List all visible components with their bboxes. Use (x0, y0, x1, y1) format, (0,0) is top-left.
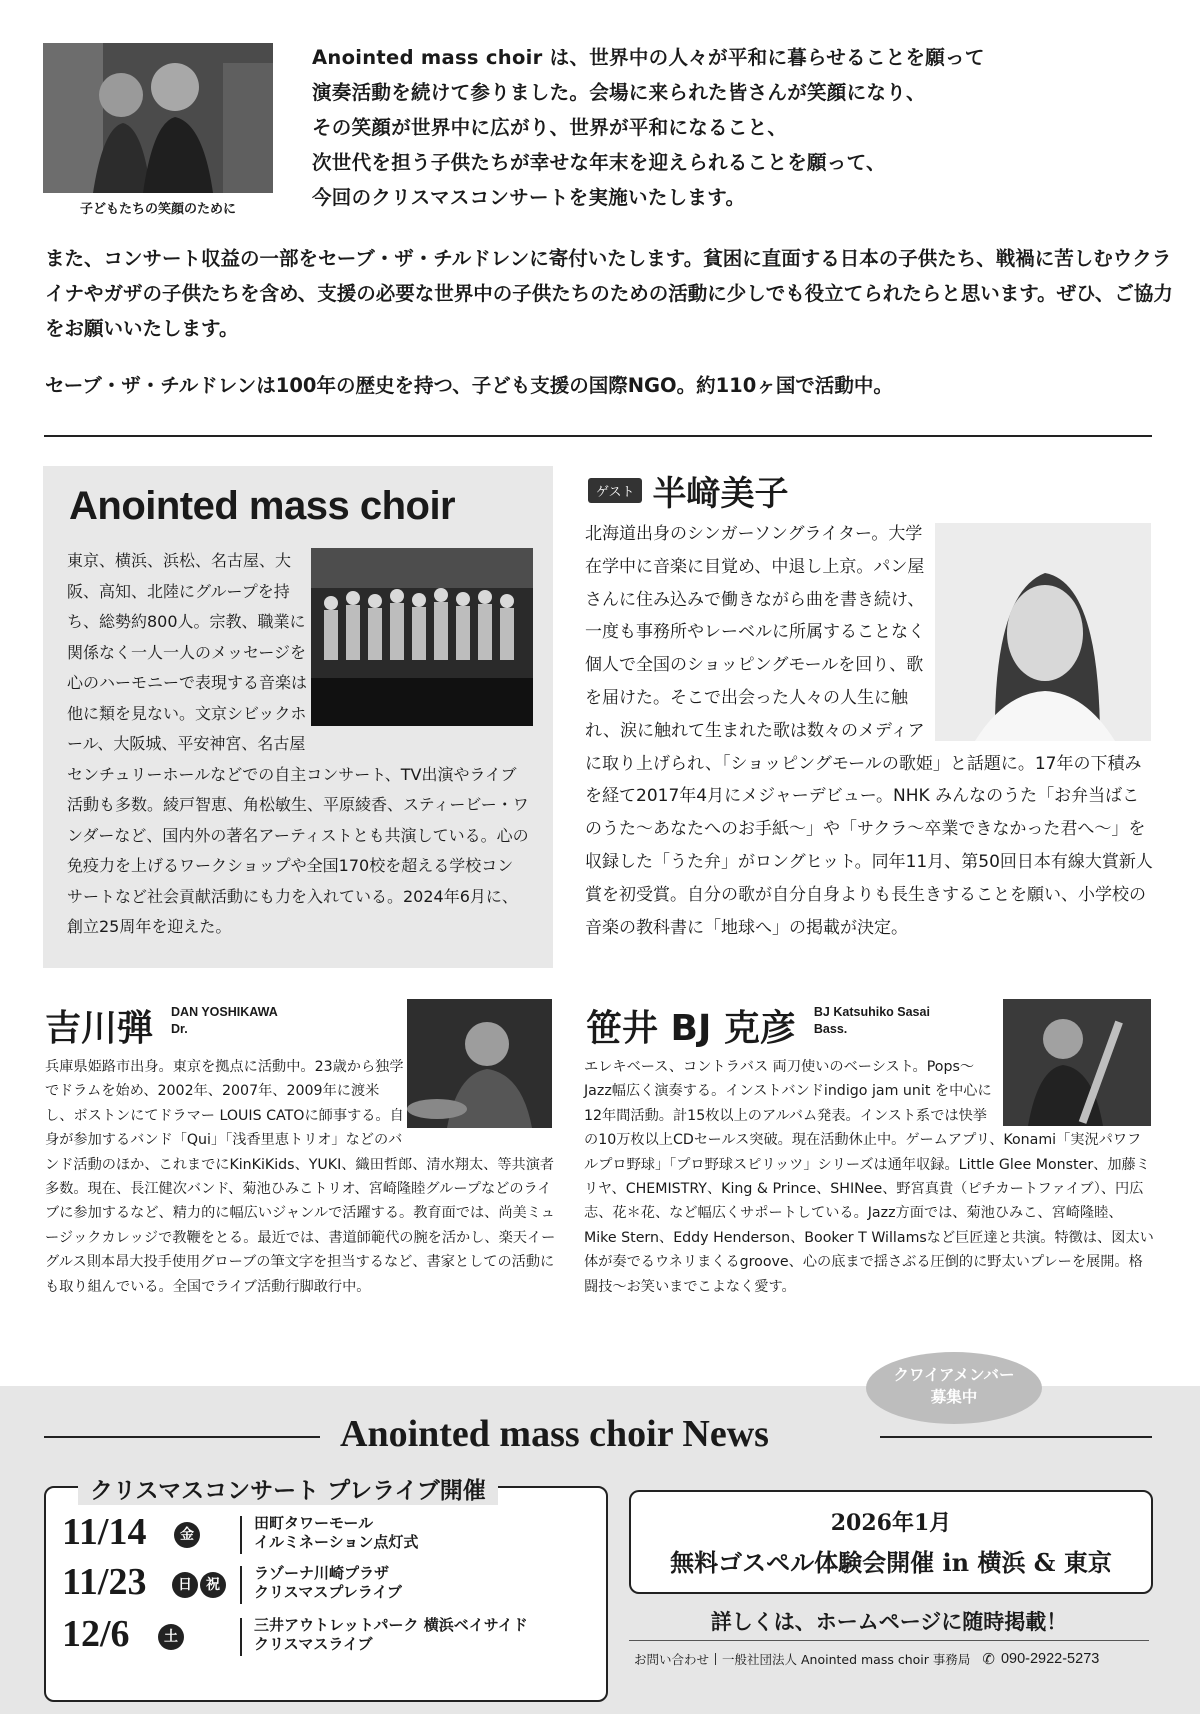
ngo-note: セーブ・ザ・チルドレンは100年の歴史を持つ、子ども支援の国際NGO。約110ヶ国で活動中。 (45, 374, 893, 397)
event-venue-line1: ラゾーナ川崎プラザ (254, 1564, 390, 1582)
contact-line (634, 1650, 1099, 1668)
drummer-name: 吉川弾 (45, 1008, 154, 1049)
donation-paragraph: また、コンサート収益の一部をセーブ・ザ・チルドレンに寄付いたします。貧困に直面する日本の子供たち、戦禍に苦しむウクライナやガザの子供たちを含め、支援の必要な世界中の子供たちのための活動に少しでも役立てられたらと思います。ぜひ、ご協力をお願いいたします。 (45, 247, 1173, 340)
event-venue (254, 1564, 402, 1602)
event-day: 土 (158, 1624, 184, 1650)
event-venue-line1: 三井アウトレットパーク 横浜ベイサイド (254, 1616, 528, 1634)
phone-icon: ✆ (982, 1650, 995, 1668)
event-venue-line2: クリスマスプレライブ (254, 1583, 402, 1601)
event-divider (240, 1516, 242, 1554)
event-date: 11/14 (62, 1511, 147, 1553)
choir-title: Anointed mass choir (69, 484, 456, 528)
news-rule-right (880, 1436, 1152, 1438)
children-photo (43, 43, 273, 193)
guest-badge: ゲスト (588, 478, 642, 503)
recruit-bubble[interactable] (866, 1352, 1042, 1424)
prelive-title: クリスマスコンサート プレライブ開催 (78, 1472, 498, 1505)
drummer-role: Dr. (171, 1022, 188, 1036)
guest-photo-spacer (927, 518, 1155, 744)
contact-divider (715, 1653, 716, 1665)
choir-photo-spacer (313, 546, 529, 730)
intro-line: 次世代を担う子供たちが幸せな年末を迎えられることを願って、 (312, 151, 886, 174)
contact-label: お問い合わせ (634, 1652, 710, 1667)
guest-bio-wrap (585, 518, 1155, 944)
event-venue-line2: クリスマスライブ (254, 1635, 373, 1653)
news-rule-left (44, 1436, 320, 1438)
drummer-name-en: DAN YOSHIKAWA (171, 1005, 278, 1019)
intro-message (312, 40, 1172, 215)
choir-description: 東京、横浜、浜松、名古屋、大阪、高知、北陸にグループを持ち、総勢約800人。宗教、職業に関係なく一人一人のメッセージを心のハーモニーで表現する音楽は他に類を見ない。文京シビックホール、大阪城、平安神宮、名古屋センチュリーホールなどでの自主コンサート、TV出演やライブ活動も多数。綾戸智恵、角松敏生、平原綾香、スティービー・ワンダーなど、国内外の著名アーティストとも共演している。心の免疫力を上げるワークショップや全国170校を超える学校コンサートなど社会貢献活動にも力を入れている。2024年6月に、創立25周年を迎えた。 (67, 551, 529, 936)
news-title: Anointed mass choir News (340, 1413, 769, 1455)
event-row (62, 1612, 592, 1662)
recruit-line1: クワイアメンバー (893, 1366, 1015, 1384)
event-venue (254, 1616, 528, 1654)
drummer-bio: 兵庫県姫路市出身。東京を拠点に活動中。23歳から独学でドラムを始め、2002年、2007年、2009年に渡米し、ボストンにてドラマー LOUIS CATOに師事する。自身が参加するバンド「Qui」「浅香里恵トリオ」などのバンド活動のほか、これまでにKinKiKids、YUKI、織田哲郎、清水翔太、等共演者多数。現在、長江健次バンド、菊池ひみこトリオ、宮崎隆睦グループなどのライブに参加するなど、精力的に幅広いジャンルで活躍する。教育面では、尚美ミュージックカレッジで教鞭をとる。最近では、書道師範代の腕を活かし、楽天イーグルス則本昂大投手使用グローブの筆文字を担当するなど、書家としての活動にも取り組んでいる。全国でライブ活動行脚敢行中。 (45, 1059, 556, 1295)
workshop-box (629, 1490, 1153, 1594)
intro-line: 演奏活動を続けて参りました。会場に来られた皆さんが笑顔になり、 (312, 81, 926, 104)
guest-heading (588, 466, 788, 515)
bassist-bio-wrap (584, 1055, 1154, 1299)
bassist-photo-spacer (996, 1055, 1154, 1127)
event-venue-line1: 田町タワーモール (254, 1514, 374, 1532)
bassist-name: 笹井 BJ 克彦 (586, 1008, 796, 1049)
recruit-line2: 募集中 (930, 1388, 978, 1406)
event-date: 12/6 (62, 1613, 130, 1655)
contact-org: 一般社団法人 Anointed mass choir 事務局 (722, 1652, 971, 1667)
choir-description-wrap (67, 546, 529, 943)
event-holiday: 祝 (200, 1572, 226, 1598)
event-date: 11/23 (62, 1561, 147, 1603)
drummer-name-en-block (171, 1004, 278, 1038)
children-photo-art (43, 43, 273, 193)
homepage-note: 詳しくは、ホームページに随時掲載！ (710, 1609, 1068, 1634)
event-divider (240, 1566, 242, 1604)
workshop-date: 2026年1月 (830, 1510, 952, 1536)
event-day: 日 (172, 1572, 198, 1598)
drummer-bio-wrap (45, 1055, 557, 1299)
guest-name: 半﨑美子 (652, 474, 789, 514)
event-day: 金 (174, 1522, 200, 1548)
bassist-name-en: BJ Katsuhiko Sasai (813, 1005, 930, 1019)
intro-line: Anointed mass choir は、世界中の人々が平和に暮らせることを願って (312, 46, 985, 69)
workshop-title: 無料ゴスペル体験会開催 in 横浜 & 東京 (670, 1548, 1112, 1577)
choir-profile-box (43, 466, 553, 968)
event-divider (240, 1618, 242, 1656)
bassist-name-en-block (814, 1004, 930, 1038)
drummer-heading (45, 1000, 278, 1051)
bassist-role: Bass. (813, 1022, 848, 1036)
event-row (62, 1560, 592, 1610)
guest-bio: 北海道出身のシンガーソングライター。大学在学中に音楽に目覚め、中退し上京。パン屋さんに住み込みで働きながら曲を書き続け、一度も事務所やレーベルに所属することなく個人で全国のショッピングモールを回り、歌を届けた。そこで出会った人々の人生に触れ、涙に触れて生まれた歌は数々のメディアに取り上げられ、「ショッピングモールの歌姫」と話題に。17年の下積みを経て2017年4月にメジャーデビュー。NHK みんなのうた「お弁当ばこのうた〜あなたへのお手紙〜」や「サクラ〜卒業できなかった君へ〜」を収録した「うた弁」がロングヒット。同年11月、第50回日本有線大賞新人賞を初受賞。自分の歌が自分自身よりも長生きすることを願い、小学校の音楽の教科書に「地球へ」の掲載が決定。 (585, 524, 1153, 938)
section-divider (44, 435, 1152, 437)
photo-caption: 子どもたちの笑顔のために (79, 202, 236, 217)
event-venue (254, 1514, 418, 1552)
event-row (62, 1510, 592, 1560)
bassist-bio: エレキベース、コントラバス 両刀使いのベーシスト。Pops〜Jazz幅広く演奏する。インストバンドindigo jam unit を中心に12年間活動。計15枚以上のアルバム発表。インスト系では快挙の10万枚以上CDセールス突破。現在活動休止中。ゲームアプリ、Konami「実況パワフルプロ野球」「プロ野球スピリッツ」シリーズは通年収録。Little Glee Monster、加藤ミリヤ、CHEMISTRY、King & Prince、SHINee、野宮真貴（ピチカートファイブ）、円広志、花＊花、など幅広くサポートしている。Jazz方面では、菊池ひみこ、宮崎隆睦、Mike Stern、Eddy Henderson、Booker T Willamsなど巨匠達と共演。特徴は、図太い体が奏でるウネリまくるgroove、心の底まで揺さぶる圧倒的に野太いプレーを展開。格闘技〜お笑いまでこよなく愛す。 (584, 1059, 1154, 1295)
intro-line: 今回のクリスマスコンサートを実施いたします。 (312, 186, 746, 209)
event-venue-line2: イルミネーション点灯式 (254, 1533, 419, 1551)
intro-line: その笑顔が世界中に広がり、世界が平和になること、 (312, 116, 788, 139)
homepage-underline (629, 1640, 1149, 1641)
bassist-heading (586, 1000, 930, 1051)
drummer-photo-spacer (405, 1055, 557, 1129)
contact-phone[interactable]: 090-2922-5273 (1000, 1651, 1100, 1667)
